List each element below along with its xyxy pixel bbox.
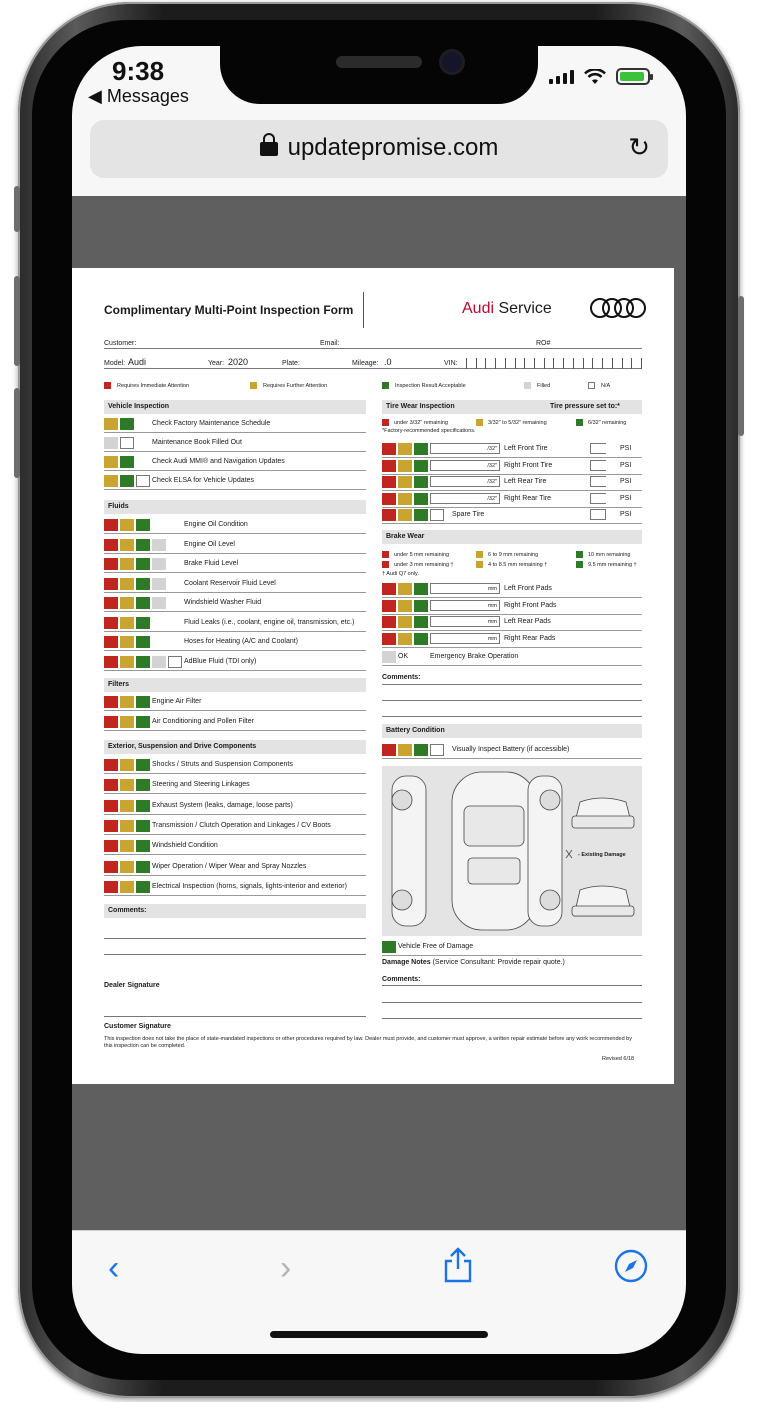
grn-status-box[interactable]	[136, 696, 150, 708]
inspection-item-label: Hoses for Heating (A/C and Coolant)	[184, 638, 298, 645]
red-status-box[interactable]	[382, 493, 396, 505]
filters-header: Filters	[104, 678, 366, 692]
side-button-power	[738, 296, 744, 436]
reload-icon[interactable]: ↻	[628, 132, 650, 162]
comment-line	[104, 938, 366, 939]
brake-legend-l6	[576, 561, 637, 568]
brand-service: Service	[494, 300, 552, 317]
vin-label: VIN:	[444, 360, 458, 367]
grn-status-box[interactable]	[136, 656, 150, 668]
customer-row	[104, 338, 642, 349]
legend-red: Requires Immediate Attention	[117, 382, 190, 389]
inspection-item-row	[104, 713, 366, 731]
vehicle-row	[104, 358, 642, 369]
grn-status-box[interactable]	[414, 476, 428, 488]
share-icon[interactable]	[442, 1247, 474, 1292]
inspection-item-row	[382, 580, 642, 598]
status-time: 9:38	[112, 56, 165, 86]
battery-header: Battery Condition	[382, 724, 642, 738]
yel-status-box[interactable]	[398, 633, 412, 645]
yel-status-box[interactable]	[398, 616, 412, 628]
inspection-item-label: Left Front Tire	[504, 445, 548, 452]
brand-audi: Audi	[462, 300, 495, 317]
header-divider	[363, 292, 364, 328]
red-status-box[interactable]	[382, 633, 396, 645]
damage-comments-label: Comments:	[382, 976, 421, 983]
yel-status-box[interactable]	[120, 597, 134, 609]
inspection-item-row	[382, 457, 642, 475]
psi-input[interactable]	[590, 460, 606, 471]
psi-label: PSI	[620, 461, 632, 469]
gry-status-box[interactable]	[152, 578, 166, 590]
existing-damage-label: - Existing Damage	[578, 852, 626, 858]
inspection-item-label: Left Rear Pads	[504, 618, 551, 625]
brake-legend-l5	[476, 561, 547, 568]
brake-legend-text: 9.5 mm remaining †	[588, 561, 637, 568]
tire-note: *Factory-recommended specifications.	[382, 428, 476, 434]
inspection-item-label: Wiper Operation / Wiper Wear and Spray Nozzles	[152, 862, 307, 870]
yel-status-box[interactable]	[120, 759, 134, 771]
gry-status-box[interactable]	[152, 539, 166, 551]
red-status-box[interactable]	[382, 443, 396, 455]
inspection-item-label: Electrical Inspection (horns, signals, lights-interior and exterior)	[152, 882, 347, 890]
inspection-item-row	[104, 633, 366, 651]
vehicle-damage-diagram[interactable]	[382, 766, 642, 936]
red-status-box[interactable]	[382, 744, 396, 756]
inspection-item-row	[104, 614, 366, 632]
inspection-item-row	[382, 630, 642, 648]
damage-comment-line	[382, 985, 642, 986]
yel-status-box[interactable]	[120, 656, 134, 668]
damage-comment-line	[382, 1002, 642, 1003]
grn-status-box[interactable]	[136, 597, 150, 609]
red-status-box[interactable]	[104, 861, 118, 873]
inspection-item-row	[104, 472, 366, 490]
brake-legend-l4	[382, 561, 454, 568]
psi-label: PSI	[620, 445, 632, 452]
grn-status-box[interactable]	[136, 759, 150, 771]
psi-label: PSI	[620, 511, 632, 518]
damage-notes: Damage Notes (Service Consultant: Provide repair quote.)	[382, 959, 565, 966]
grn-status-box[interactable]	[414, 600, 428, 612]
inspection-item-label: Windshield Washer Fluid	[184, 599, 262, 606]
grn-status-box[interactable]	[136, 840, 150, 852]
status-icons	[549, 68, 650, 85]
inspection-item-row	[104, 878, 366, 896]
email-label: Email:	[320, 340, 340, 347]
grn-status-box[interactable]	[136, 779, 150, 791]
yel-status-box[interactable]	[120, 840, 134, 852]
legend-na: N/A	[601, 382, 611, 389]
inspection-item-label: Steering and Steering Linkages	[152, 781, 250, 789]
red-status-box[interactable]	[104, 696, 118, 708]
inspection-item-label: Emergency Brake Operation	[430, 653, 519, 660]
grn-status-box[interactable]	[136, 558, 150, 570]
left-comments-header: Comments:	[104, 904, 366, 918]
red-status-box[interactable]	[104, 820, 118, 832]
inspection-item-label: Shocks / Struts and Suspension Components	[152, 761, 293, 768]
grn-status-box[interactable]	[136, 881, 150, 893]
inspection-item-label: Coolant Reservoir Fluid Level	[184, 579, 276, 587]
red-status-box[interactable]	[104, 840, 118, 852]
car-outline-diagram	[382, 766, 642, 936]
back-chevron-icon[interactable]: ‹	[108, 1249, 120, 1287]
psi-label: PSI	[620, 494, 632, 502]
legend-filled-swatch	[524, 382, 531, 389]
tire-wear-title: Tire Wear Inspection	[386, 403, 455, 410]
inspection-item-row	[104, 756, 366, 774]
grn-status-box[interactable]	[414, 493, 428, 505]
grn-status-box[interactable]	[136, 578, 150, 590]
audi-rings-logo	[590, 298, 648, 318]
legend-na-swatch	[588, 382, 595, 389]
inspection-item-row	[104, 858, 366, 876]
inspection-item-row	[382, 490, 642, 508]
yel-status-box[interactable]	[120, 696, 134, 708]
wht-status-box[interactable]	[430, 509, 444, 521]
red-status-box[interactable]	[382, 476, 396, 488]
legend-green: Inspection Result Acceptable	[395, 382, 466, 389]
pad-thickness-input[interactable]: mm	[430, 633, 500, 644]
right-comments-label: Comments:	[382, 674, 421, 681]
yel-status-box[interactable]	[120, 539, 134, 551]
grn-status-box[interactable]	[136, 861, 150, 873]
inspection-item-row	[104, 797, 366, 815]
inspection-item-label: Left Front Pads	[504, 585, 552, 592]
inspection-item-label: Left Rear Tire	[504, 478, 547, 485]
front-camera	[442, 52, 462, 72]
inspection-item-label: Right Rear Pads	[504, 634, 556, 642]
dealer-signature-line	[104, 1016, 366, 1017]
comment-line	[382, 716, 642, 717]
yel-status-box[interactable]	[398, 443, 412, 455]
phone-screen	[72, 46, 686, 1354]
inspection-item-label: Brake Fluid Level	[184, 560, 239, 567]
disclaimer: This inspection does not take the place of state-mandated inspections or other procedures required by law. Dealer must provide, and customer must approve, a written repair estimate before any work recommended by this inspection can be completed.	[104, 1036, 632, 1049]
tire-legend-yellow: 3/32" to 5/32" remaining	[476, 419, 547, 426]
vehicle-free-label: Vehicle Free of Damage	[398, 943, 474, 950]
yel-status-box[interactable]	[120, 636, 134, 648]
vehicle-free-status[interactable]	[382, 941, 396, 953]
yel-status-box[interactable]	[120, 881, 134, 893]
inspection-item-row	[104, 693, 366, 711]
grn-status-box[interactable]	[120, 418, 134, 430]
grn-status-box[interactable]	[120, 475, 134, 487]
inspection-item-row	[104, 415, 366, 433]
psi-input[interactable]	[590, 476, 606, 487]
inspection-item-label: Transmission / Clutch Operation and Linkages / CV Boots	[152, 821, 331, 829]
yel-status-box[interactable]	[104, 475, 118, 487]
ro-label: RO#	[536, 340, 551, 347]
inspection-item-row	[104, 555, 366, 573]
exterior-header: Exterior, Suspension and Drive Components	[104, 740, 366, 754]
red-status-box[interactable]	[382, 600, 396, 612]
yel-status-box[interactable]	[398, 460, 412, 472]
gry-status-box[interactable]	[152, 597, 166, 609]
red-status-box[interactable]	[104, 881, 118, 893]
grn-status-box[interactable]	[136, 636, 150, 648]
inspection-item-label: Engine Air Filter	[152, 698, 202, 705]
yel-status-box[interactable]	[120, 861, 134, 873]
lock-icon	[260, 142, 278, 156]
inspection-item-label: Right Front Tire	[504, 461, 553, 469]
grn-status-box[interactable]	[414, 460, 428, 472]
compass-icon[interactable]	[614, 1249, 648, 1292]
brake-wear-header: Brake Wear	[382, 530, 642, 544]
brake-legend-text: 4 to 8.5 mm remaining †	[488, 561, 548, 568]
inspection-item-label: Visually Inspect Battery (if accessible)	[452, 746, 570, 753]
legend-yellow: Requires Further Attention	[263, 382, 328, 389]
signal-icon	[549, 70, 574, 84]
yel-status-box[interactable]	[120, 820, 134, 832]
fluids-header: Fluids	[104, 500, 366, 514]
psi-label: PSI	[620, 478, 632, 485]
inspection-item-row	[104, 817, 366, 835]
inspection-item-label: Air Conditioning and Pollen Filter	[152, 717, 254, 725]
mileage-label: Mileage:	[352, 360, 379, 367]
inspection-item-label: Check Audi MMI® and Navigation Updates	[152, 458, 285, 465]
inspection-item-row	[104, 837, 366, 855]
customer-label: Customer:	[104, 340, 137, 347]
brake-legend-text: under 5 mm remaining	[394, 551, 450, 558]
tread-depth-input[interactable]: /32"	[430, 460, 500, 471]
yel-status-box[interactable]	[120, 519, 134, 531]
inspection-item-row	[382, 440, 642, 458]
brake-legend-text: under 3 mm remaining †	[394, 561, 454, 568]
damage-comment-line	[382, 1018, 642, 1019]
grn-status-box[interactable]	[120, 456, 134, 468]
yel-status-box[interactable]	[120, 779, 134, 791]
brake-legend-l3	[576, 551, 631, 558]
yel-status-box[interactable]	[398, 583, 412, 595]
tread-depth-input[interactable]: /32"	[430, 476, 500, 487]
grn-status-box[interactable]	[414, 616, 428, 628]
red-status-box[interactable]	[104, 578, 118, 590]
brake-legend-text: 10 mm remaining	[588, 551, 631, 558]
inspection-item-row	[104, 776, 366, 794]
wifi-icon	[584, 69, 606, 85]
inspection-item-label: Exhaust System (leaks, damage, loose parts)	[152, 801, 293, 809]
tread-depth-input[interactable]: /32"	[430, 493, 500, 504]
red-status-box[interactable]	[382, 616, 396, 628]
speaker-grille	[336, 56, 422, 68]
comment-line	[104, 954, 366, 955]
tire-legend-red: under 3/32" remaining	[382, 419, 448, 426]
gry-status-box[interactable]	[152, 656, 166, 668]
inspection-item-label: Fluid Leaks (i.e., coolant, engine oil, transmission, etc.)	[184, 618, 355, 626]
inspection-item-label: Right Rear Tire	[504, 494, 552, 502]
tire-legend-green: 6/32" remaining	[576, 419, 626, 426]
red-status-box[interactable]	[104, 779, 118, 791]
red-status-box[interactable]	[104, 636, 118, 648]
back-to-messages-link[interactable]: ◀ Messages	[88, 86, 189, 106]
yel-status-box[interactable]	[120, 558, 134, 570]
web-content	[72, 196, 686, 1230]
inspection-item-label: Check Factory Maintenance Schedule	[152, 420, 271, 427]
yel-status-box[interactable]	[398, 744, 412, 756]
brake-legend-swatch	[476, 561, 483, 568]
wht-status-box[interactable]	[120, 437, 134, 449]
grn-status-box[interactable]	[136, 716, 150, 728]
plate-label: Plate:	[282, 360, 300, 367]
red-status-box[interactable]	[104, 656, 118, 668]
inspection-item-row	[382, 597, 642, 615]
model-label: Model:	[104, 360, 126, 367]
side-button-silent	[14, 186, 20, 232]
inspection-item-label: Spare Tire	[452, 511, 485, 518]
yel-status-box[interactable]	[120, 716, 134, 728]
wht-status-box[interactable]	[430, 744, 444, 756]
yel-status-box[interactable]	[120, 800, 134, 812]
grn-status-box[interactable]	[414, 744, 428, 756]
inspection-item-label: Engine Oil Level	[184, 540, 235, 548]
inspection-item-label: Check ELSA for Vehicle Updates	[152, 477, 254, 484]
dealer-signature-label: Dealer Signature	[104, 982, 160, 989]
notch	[220, 46, 538, 104]
red-status-box[interactable]	[382, 509, 396, 521]
grn-status-box[interactable]	[136, 820, 150, 832]
inspection-item-row	[104, 453, 366, 471]
inspection-item-row	[382, 648, 642, 666]
ok-label: OK	[398, 653, 409, 660]
side-button-volume-down	[14, 388, 20, 478]
inspection-item-label: Maintenance Book Filled Out	[152, 439, 242, 446]
tread-depth-input[interactable]: /32"	[430, 443, 500, 454]
inspection-item-row	[104, 536, 366, 554]
inspection-item-row	[104, 434, 366, 452]
yel-status-box[interactable]	[120, 578, 134, 590]
model-value: Audi	[128, 357, 147, 367]
grn-status-box[interactable]	[136, 617, 150, 629]
red-status-box[interactable]	[104, 759, 118, 771]
brake-legend-swatch	[476, 551, 483, 558]
brake-legend-l2	[476, 551, 538, 558]
red-status-box[interactable]	[104, 800, 118, 812]
red-status-box[interactable]	[104, 539, 118, 551]
red-status-box[interactable]	[382, 460, 396, 472]
year-label: Year:	[208, 360, 225, 367]
tire-pressure-label: Tire pressure set to:*	[550, 403, 620, 410]
form-title: Complimentary Multi-Point Inspection Form	[104, 303, 354, 317]
brake-note: † Audi Q7 only.	[382, 571, 419, 577]
inspection-item-row	[382, 741, 642, 759]
grn-status-box[interactable]	[414, 443, 428, 455]
audi-service-logo	[462, 300, 552, 318]
brake-legend-l1	[382, 551, 449, 558]
year-value: 2020	[228, 357, 249, 367]
inspection-item-row	[104, 516, 366, 534]
safari-bottom-toolbar	[72, 1230, 686, 1354]
wht-status-box[interactable]	[136, 475, 150, 487]
pad-thickness-input[interactable]: mm	[430, 583, 500, 594]
red-status-box[interactable]	[104, 558, 118, 570]
inspection-item-label: AdBlue Fluid (TDI only)	[184, 657, 257, 665]
inspection-form-document	[72, 268, 674, 1084]
vehicle-inspection-header: Vehicle Inspection	[104, 400, 366, 414]
grn-status-box[interactable]	[136, 800, 150, 812]
tire-wear-header	[382, 400, 642, 414]
yel-status-box[interactable]	[398, 493, 412, 505]
yel-status-box[interactable]	[120, 617, 134, 629]
yel-status-box[interactable]	[104, 418, 118, 430]
red-status-box[interactable]	[104, 617, 118, 629]
yel-status-box[interactable]	[398, 600, 412, 612]
vehicle-free-row	[382, 938, 642, 956]
yel-status-box[interactable]	[104, 456, 118, 468]
url-text: updatepromise.com	[287, 134, 499, 161]
inspection-item-label: Windshield Condition	[152, 842, 218, 850]
address-bar[interactable]	[90, 120, 668, 178]
yel-status-box[interactable]	[398, 476, 412, 488]
brake-legend-swatch	[576, 561, 583, 568]
grn-status-box[interactable]	[414, 633, 428, 645]
red-status-box[interactable]	[104, 519, 118, 531]
forward-chevron-icon[interactable]: ›	[280, 1249, 292, 1287]
legend-filled: Filled	[537, 382, 551, 389]
brake-legend-swatch	[382, 561, 389, 568]
inspection-item-row	[382, 473, 642, 491]
pad-thickness-input[interactable]: mm	[430, 600, 500, 611]
grn-status-box[interactable]	[414, 583, 428, 595]
gry-status-box[interactable]	[104, 437, 118, 449]
grn-status-box[interactable]	[136, 519, 150, 531]
mileage-value: .0	[384, 357, 392, 367]
wht-status-box[interactable]	[168, 656, 182, 668]
comment-line	[382, 684, 642, 685]
inspection-item-row	[104, 575, 366, 593]
psi-input[interactable]	[590, 493, 606, 504]
gry-status-box[interactable]	[152, 558, 166, 570]
customer-signature-label: Customer Signature	[104, 1023, 171, 1030]
yel-status-box[interactable]	[398, 509, 412, 521]
inspection-item-label: Engine Oil Condition	[184, 521, 248, 528]
vin-boxes	[466, 358, 642, 369]
revised-date: Revised 6/18	[602, 1056, 635, 1062]
battery-charging-icon	[616, 68, 650, 85]
red-status-box[interactable]	[104, 716, 118, 728]
legend-red-swatch	[104, 382, 111, 389]
spare-psi-input[interactable]	[590, 509, 606, 520]
comment-line	[382, 700, 642, 701]
inspection-item-label: Right Front Pads	[504, 601, 557, 609]
red-status-box[interactable]	[382, 583, 396, 595]
grn-status-box[interactable]	[414, 509, 428, 521]
gry-status-box[interactable]	[382, 651, 396, 663]
brake-legend-text: 6 to 9 mm remaining	[488, 551, 539, 558]
legend	[104, 382, 642, 392]
legend-yellow-swatch	[250, 382, 257, 389]
brake-legend-swatch	[576, 551, 583, 558]
pad-thickness-input[interactable]: mm	[430, 616, 500, 627]
legend-green-swatch	[382, 382, 389, 389]
side-button-volume-up	[14, 276, 20, 366]
home-indicator	[270, 1331, 488, 1338]
grn-status-box[interactable]	[136, 539, 150, 551]
red-status-box[interactable]	[104, 597, 118, 609]
brake-legend-swatch	[382, 551, 389, 558]
inspection-item-row	[382, 613, 642, 631]
inspection-item-row	[104, 653, 366, 671]
inspection-item-row	[382, 506, 642, 524]
inspection-item-row	[104, 594, 366, 612]
psi-input[interactable]	[590, 443, 606, 454]
